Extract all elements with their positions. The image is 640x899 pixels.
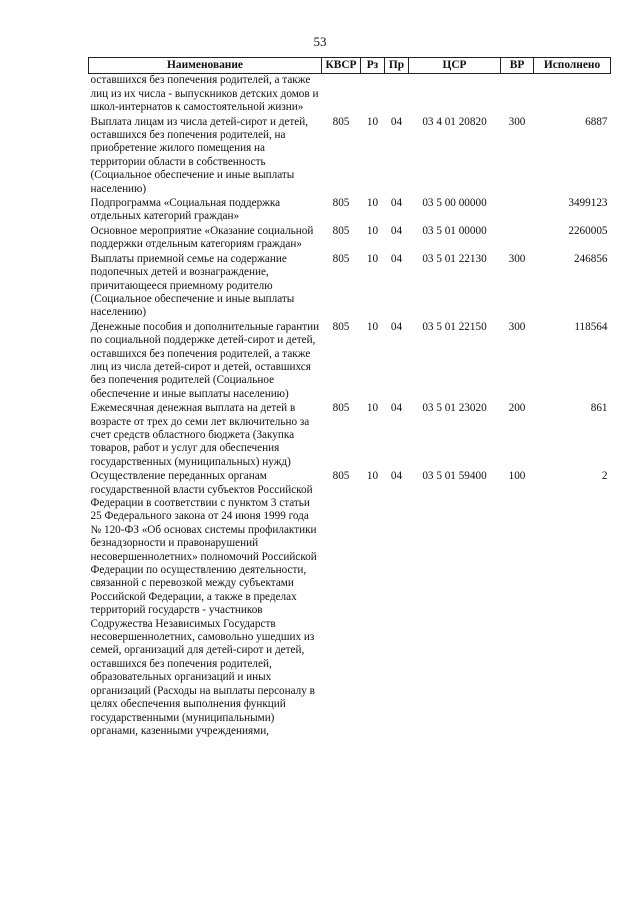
row-done: 246856 (573, 252, 608, 265)
table-row (89, 115, 611, 196)
row-kvsr: 805 (332, 197, 350, 210)
row-kvsr: 805 (332, 115, 350, 128)
row-done: 3499123 (568, 197, 608, 210)
page-number: 53 (313, 34, 327, 49)
row-name: Ежемесячная денежная выплата на детей в возрасте от трех до семи лет включительно за счет средств областного бюджета (Закупка товаров, работ и услуг для обеспечения государственных (муниципальных) нужд) (90, 402, 310, 468)
row-done (534, 74, 611, 115)
row-vr: 300 (508, 252, 526, 265)
row-csr: 03 4 01 20820 (422, 115, 487, 128)
row-name: Основное мероприятие «Оказание социальной поддержки отдельным категориям граждан» (90, 224, 314, 251)
row-kvsr: 805 (332, 252, 350, 265)
row-vr (501, 74, 534, 115)
table-row (89, 401, 611, 469)
row-done: 6887 (585, 115, 608, 128)
row-vr: 300 (508, 115, 526, 128)
row-rz: 10 (366, 115, 379, 128)
header-name: Наименование (89, 58, 322, 74)
row-pr: 04 (390, 197, 403, 210)
row-pr: 04 (390, 224, 403, 237)
row-kvsr: 805 (332, 402, 350, 415)
row-done: 2260005 (568, 224, 608, 237)
header-pr: Пр (385, 58, 409, 74)
row-pr: 04 (390, 320, 403, 333)
row-pr: 04 (390, 115, 403, 128)
table-row (89, 320, 611, 401)
row-rz: 10 (366, 470, 379, 483)
table-row (89, 74, 611, 115)
row-csr: 03 5 01 22150 (422, 320, 487, 333)
row-kvsr (322, 74, 361, 115)
header-done: Исполнено (534, 58, 611, 74)
row-vr: 300 (508, 320, 526, 333)
row-rz: 10 (366, 320, 379, 333)
table-header-row (89, 58, 611, 74)
row-vr (501, 196, 534, 224)
budget-table (88, 57, 611, 738)
header-kvsr: КВСР (322, 58, 361, 74)
row-csr: 03 5 01 00000 (422, 224, 487, 237)
table-row (89, 224, 611, 252)
row-name: Подпрограмма «Социальная поддержка отдельных категорий граждан» (90, 197, 281, 223)
row-done: 861 (590, 402, 608, 415)
row-name: Денежные пособия и дополнительные гарантии по социальной поддержке детей-сирот и детей, оставшихся без попечения родителей, а также лиц из числа детей-сирот и детей, оставшихся без попечения родителей (Социальное обеспечение и иные выплаты населению) (90, 320, 320, 400)
row-done: 2 (601, 470, 608, 483)
row-pr: 04 (390, 402, 403, 415)
row-vr (501, 224, 534, 252)
table-row (89, 196, 611, 224)
row-rz: 10 (366, 197, 379, 210)
row-rz: 10 (366, 402, 379, 415)
table-row (89, 469, 611, 738)
row-rz: 10 (366, 252, 379, 265)
row-vr: 100 (508, 470, 526, 483)
table-row (89, 252, 611, 320)
row-csr (409, 74, 501, 115)
row-kvsr: 805 (332, 320, 350, 333)
row-kvsr: 805 (332, 470, 350, 483)
row-done: 118564 (574, 320, 608, 333)
row-csr: 03 5 00 00000 (422, 197, 487, 210)
row-kvsr: 805 (332, 224, 350, 237)
header-vr: ВР (501, 58, 534, 74)
row-vr: 200 (508, 402, 526, 415)
row-pr: 04 (390, 470, 403, 483)
row-csr: 03 5 01 59400 (422, 470, 487, 483)
header-rz: Рз (361, 58, 385, 74)
row-csr: 03 5 01 22130 (422, 252, 487, 265)
row-name: Выплаты приемной семье на содержание подопечных детей и вознаграждение, причитающееся приемному родителю (Социальное обеспечение и иные выплаты населению) (90, 252, 295, 319)
row-rz: 10 (366, 224, 379, 237)
row-name: Выплата лицам из числа детей-сирот и детей, оставшихся без попечения родителей, на приобретение жилого помещения на территории области в собственность (Социальное обеспечение и иные выплаты населению) (90, 115, 309, 195)
header-csr: ЦСР (409, 58, 501, 74)
row-pr: 04 (390, 252, 403, 265)
row-name: оставшихся без попечения родителей, а также лиц из их числа - выпускников детских домов и школ-интернатов к самостоятельной жизни» (90, 74, 319, 114)
row-rz (361, 74, 385, 115)
row-pr (385, 74, 409, 115)
row-csr: 03 5 01 23020 (422, 402, 487, 415)
row-name: Осуществление переданных органам государственной власти субъектов Российской Федерации в соответствии с пунктом 3 статьи 25 Федерального закона от 24 июня 1999 года № 120-ФЗ «Об основах системы профилактики безнадзорности и правонарушений несовершеннолетних» полномочий Российской Федерации по осуществлению деятельности, связанной с перевозкой между субъектами Российской Федерации, а также в пределах территорий государств - участников Содружества Независимых Государств несовершеннолетних, самовольно ушедших из семей, организаций для детей-сирот и детей, оставшихся без попечения родителей, образовательных организаций и иных организаций (Расходы на выплаты персоналу в целях обеспечения выполнения функций государственными (муниципальными) органами, казенными учреждениями, (90, 470, 317, 737)
